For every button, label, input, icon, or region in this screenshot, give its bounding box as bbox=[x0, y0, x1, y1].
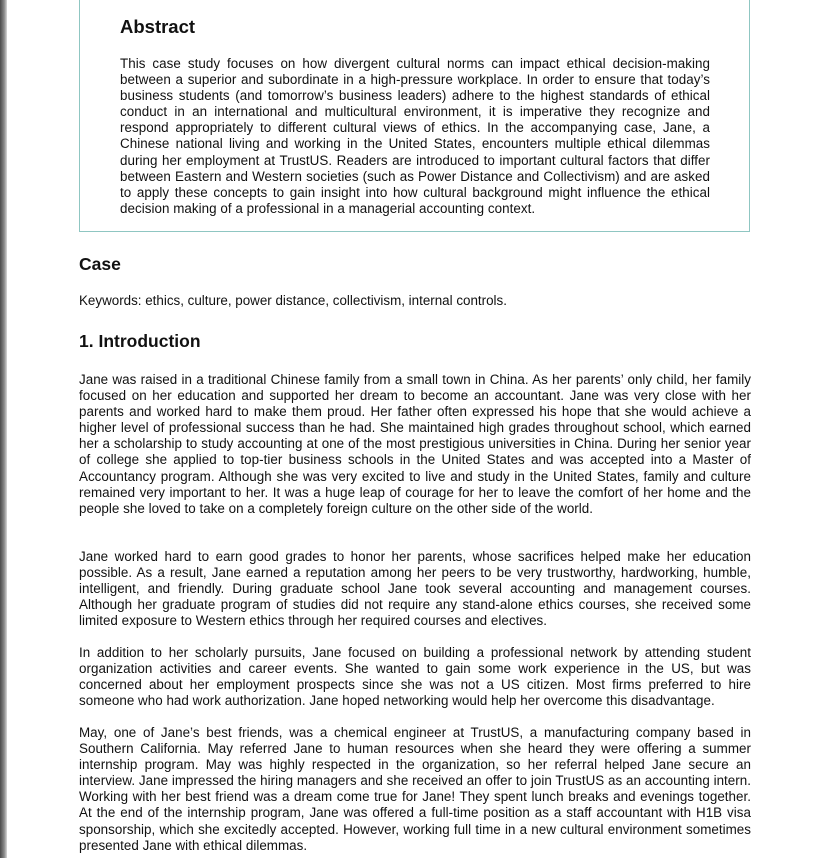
abstract-title: Abstract bbox=[120, 16, 196, 37]
intro-paragraph-1: Jane was raised in a traditional Chinese family from a small town in China. As her parents’ only child, her family focused on her education and supported her dream to become an accountant. Jane was very close with her parents and worked hard to make them proud. Her father often expressed his hope that she would achieve a higher level of professional success than he had. She maintained high grades throughout school, which earned her a scholarship to study accounting at one of the most prestigious universities in China. During her senior year of college she applied to top-tier business schools in the United States and was accepted into a Master of Accountancy program. Although she was very excited to live and study in the United States, family and culture remained very important to her. It was a huge leap of courage for her to leave the comfort of her home and the people she loved to take on a completely foreign culture on the other side of the world. bbox=[79, 372, 751, 516]
page-edge-shadow bbox=[0, 0, 7, 858]
abstract-body: This case study focuses on how divergent cultural norms can impact ethical decision-making between a superior and subordinate in a high-pressure workplace. In order to ensure that today’s business students (and tomorrow’s business leaders) adhere to the highest standards of ethical conduct in an international and multicultural environment, it is imperative they recognize and respond appropriately to different cultural views of ethics. In the accompanying case, Jane, a Chinese national living and working in the United States, encounters multiple ethical dilemmas during her employment at TrustUS. Readers are introduced to important cultural factors that differ between Eastern and Western societies (such as Power Distance and Collectivism) and are asked to apply these concepts to gain insight into how cultural background might influence the ethical decision making of a professional in a managerial accounting context. bbox=[120, 56, 710, 216]
case-heading: Case bbox=[79, 254, 121, 274]
intro-paragraph-3: In addition to her scholarly pursuits, Jane focused on building a professional network by attending student organization activities and career events. She wanted to gain some work experience in the US, but was concerned about her employment prospects since she was not a US citizen. Most firms preferred to hire someone who had work authorization. Jane hoped networking would help her overcome this disadvantage. bbox=[79, 645, 751, 709]
introduction-heading: 1. Introduction bbox=[79, 331, 201, 351]
keywords-line: Keywords: ethics, culture, power distance, collectivism, internal controls. bbox=[79, 293, 507, 308]
intro-paragraph-2: Jane worked hard to earn good grades to honor her parents, whose sacrifices helped make her education possible. As a result, Jane earned a reputation among her peers to be very trustworthy, hardworking, humble, intelligent, and friendly. During graduate school Jane took several accounting and management courses. Although her graduate program of studies did not require any stand-alone ethics courses, she received some limited exposure to Western ethics through her required courses and electives. bbox=[79, 549, 751, 629]
intro-paragraph-4: May, one of Jane’s best friends, was a chemical engineer at TrustUS, a manufacturing company based in Southern California. May referred Jane to human resources when she heard they were offering a summer internship program. May was highly respected in the organization, so her referral helped Jane secure an interview. Jane impressed the hiring managers and she received an offer to join TrustUS as an accounting intern. Working with her best friend was a dream come true for Jane! They spent lunch breaks and evenings together. At the end of the internship program, Jane was offered a full-time position as a staff accountant with H1B visa sponsorship, which she excitedly accepted. However, working full time in a new cultural environment sometimes presented Jane with ethical dilemmas. bbox=[79, 725, 751, 853]
